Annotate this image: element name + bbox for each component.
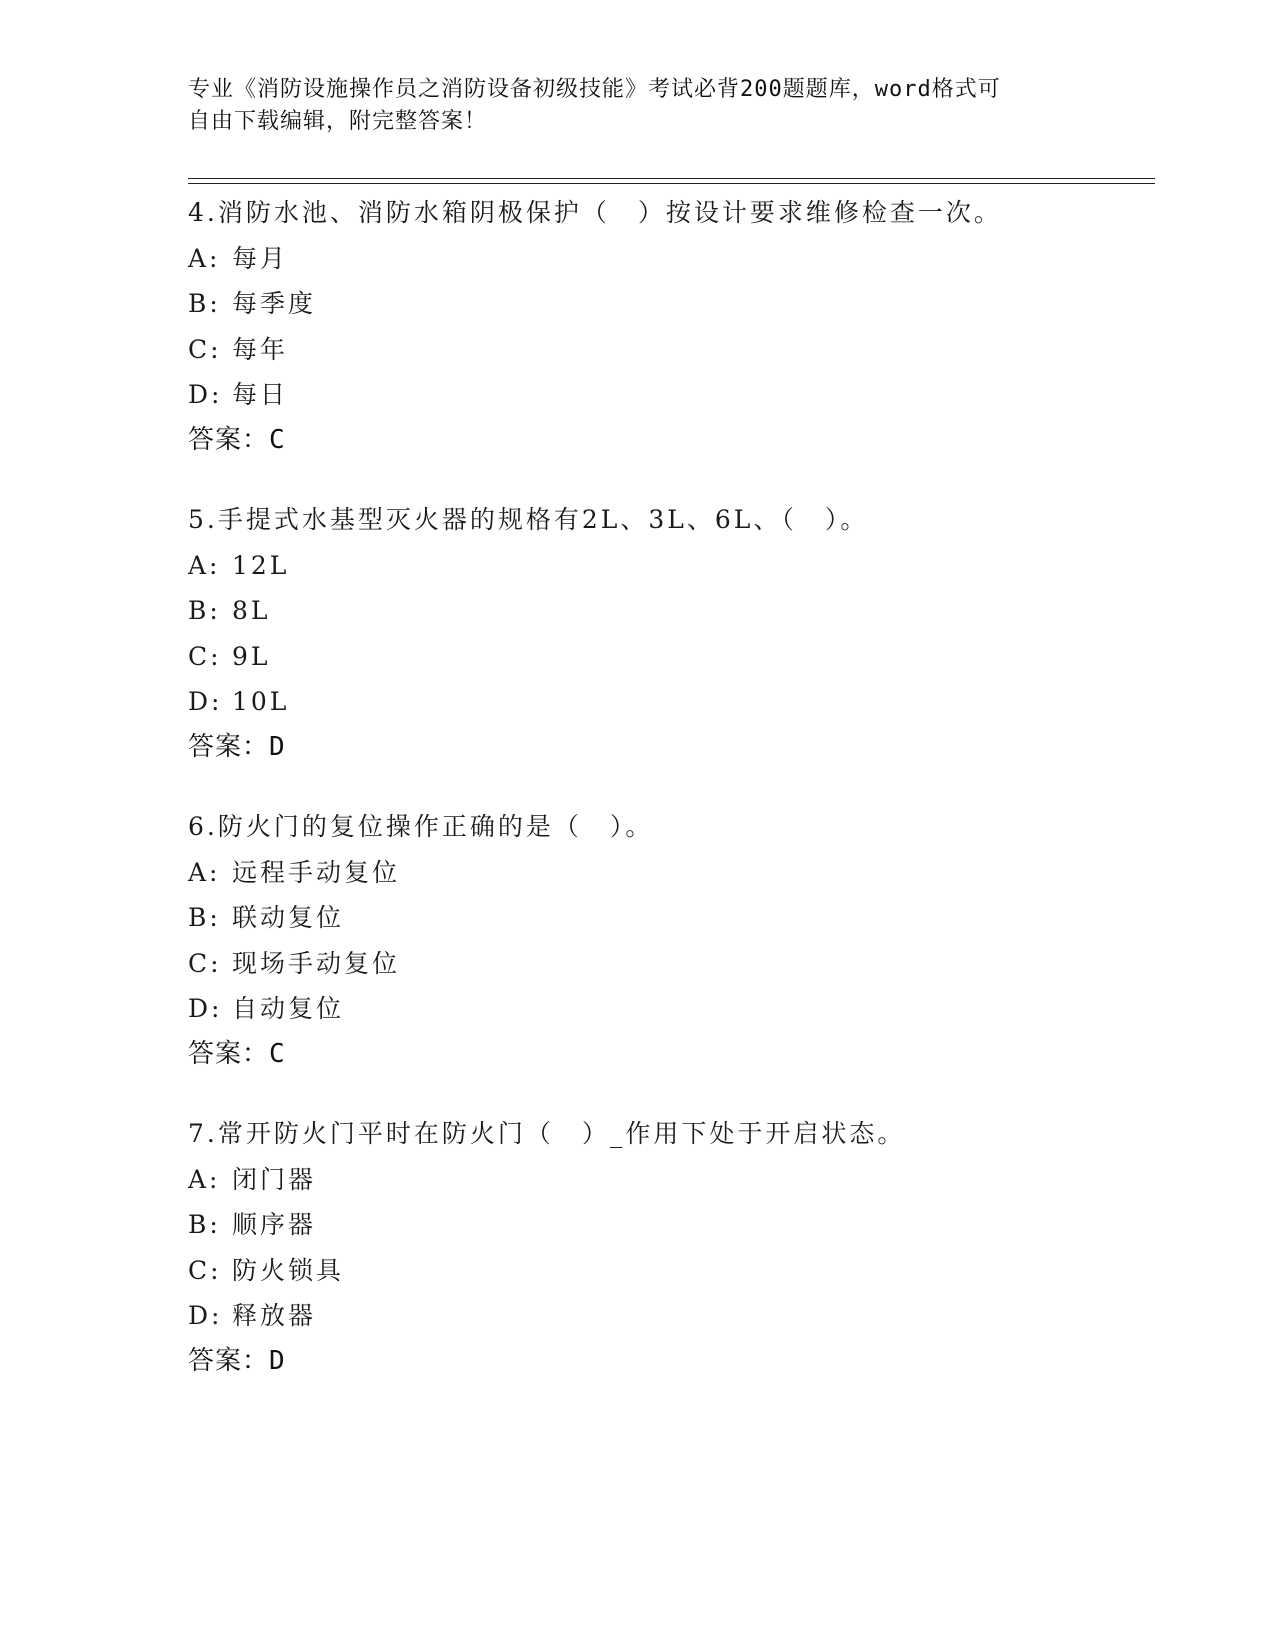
option-letter: D:: [188, 994, 223, 1023]
option-letter: D:: [188, 687, 223, 716]
option-text: 自动复位: [232, 994, 345, 1023]
question-stem: 4.消防水池、消防水箱阴极保护（ ）按设计要求维修检查一次。: [188, 198, 1002, 227]
option-text: 闭门器: [232, 1164, 317, 1194]
option-a: [188, 236, 1148, 282]
option-b: [188, 588, 1148, 634]
option-c: [188, 327, 1148, 373]
option-text: 10L: [232, 687, 290, 716]
option-b: [188, 281, 1148, 327]
option-text: 9L: [232, 641, 271, 671]
question-5: [188, 497, 1148, 770]
option-letter: A:: [188, 857, 221, 887]
answer-line: 答案：C: [188, 424, 286, 455]
header-rule-top: [188, 178, 1155, 179]
question-stem: 5.手提式水基型灭火器的规格有2L、3L、6L、（ ）。: [188, 505, 869, 534]
option-text: 顺序器: [232, 1210, 317, 1239]
option-letter: C:: [188, 641, 222, 671]
question-4: [188, 190, 1148, 463]
option-d: [188, 372, 1148, 418]
header-rule-bottom: [188, 183, 1155, 184]
option-text: 每季度: [232, 289, 317, 318]
option-text: 远程手动复位: [232, 857, 401, 887]
question-stem: 7.常开防火门平时在防火门（ ）_作用下处于开启状态。: [188, 1119, 906, 1148]
option-letter: D:: [188, 380, 223, 409]
header-line-1: 专业《消防设施操作员之消防设备初级技能》考试必背200题题库，word格式可: [188, 77, 1001, 102]
option-letter: B:: [188, 596, 221, 625]
option-d: [188, 679, 1148, 725]
document-header: [188, 74, 1068, 138]
option-letter: A:: [188, 243, 221, 273]
header-line-2: 自由下载编辑，附完整答案！: [188, 109, 488, 134]
answer-line: 答案：D: [188, 731, 286, 762]
option-letter: A:: [188, 1164, 221, 1194]
question-6: [188, 804, 1148, 1077]
option-c: [188, 634, 1148, 680]
option-text: 12L: [232, 550, 290, 580]
option-c: [188, 941, 1148, 987]
question-7: [188, 1111, 1148, 1384]
option-letter: B:: [188, 289, 221, 318]
option-text: 每年: [232, 334, 289, 364]
option-letter: B:: [188, 1210, 221, 1239]
option-d: [188, 986, 1148, 1032]
option-text: 8L: [232, 596, 271, 625]
option-b: [188, 895, 1148, 941]
option-text: 防火锁具: [232, 1255, 345, 1285]
option-text: 现场手动复位: [232, 948, 401, 978]
option-letter: D:: [188, 1301, 223, 1330]
answer-line: 答案：D: [188, 1345, 286, 1376]
question-list: [188, 190, 1148, 1418]
option-letter: A:: [188, 550, 221, 580]
option-text: 每月: [232, 243, 289, 273]
option-text: 每日: [232, 380, 289, 409]
answer-line: 答案：C: [188, 1038, 286, 1069]
option-letter: C:: [188, 948, 222, 978]
option-a: [188, 543, 1148, 589]
option-text: 联动复位: [232, 903, 345, 932]
option-a: [188, 1157, 1148, 1203]
option-d: [188, 1293, 1148, 1339]
option-text: 释放器: [232, 1301, 317, 1330]
option-a: [188, 850, 1148, 896]
option-letter: B:: [188, 903, 221, 932]
option-c: [188, 1248, 1148, 1294]
option-b: [188, 1202, 1148, 1248]
option-letter: C:: [188, 334, 222, 364]
question-stem: 6.防火门的复位操作正确的是（ ）。: [188, 812, 654, 841]
option-letter: C:: [188, 1255, 222, 1285]
